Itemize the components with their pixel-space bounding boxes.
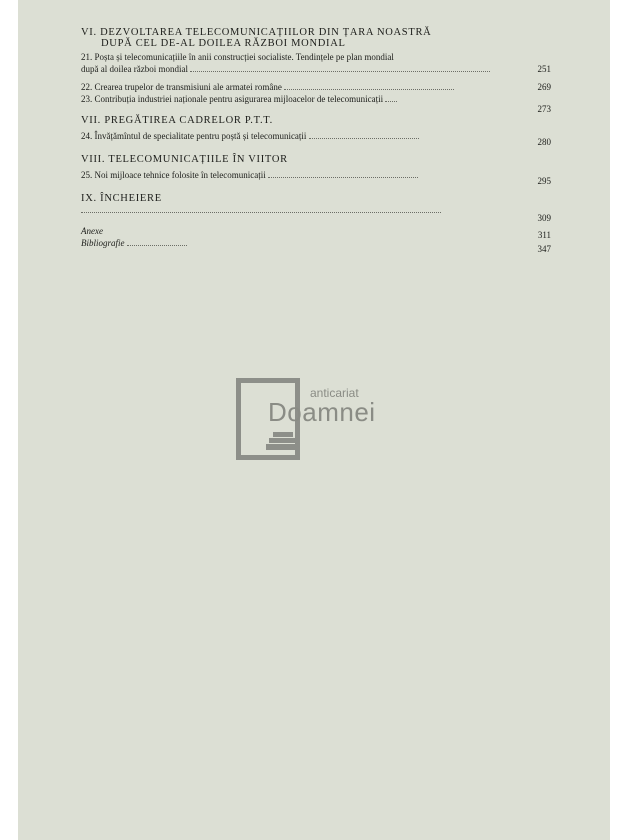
chapter-heading-line1: VI. DEZVOLTAREA TELECOMUNICAȚIILOR DIN ȚARA NOASTRĂ — [81, 27, 432, 38]
dot-leader — [190, 63, 490, 72]
entry-text: 22. Crearea trupelor de transmisiuni ale armatei române — [81, 82, 282, 92]
dot-leader — [81, 204, 441, 213]
entry-text: 23. Contribuția industriei naționale pentru asigurarea mijloacelor de telecomunicații — [81, 94, 384, 104]
dot-leader — [284, 81, 454, 90]
chapter-heading-vi — [81, 27, 551, 49]
watermark-small-text: anticariat — [310, 386, 359, 400]
page-number: 280 — [537, 137, 551, 147]
toc-entry-23 — [81, 93, 551, 114]
watermark-brand-text: Doamnei — [268, 397, 376, 427]
entry-text: 21. Poșta și telecomunicațiile în anii construcției socialiste. Tendințele pe plan mondial — [81, 52, 394, 62]
entry-text: 24. Învățămîntul de specialitate pentru poștă și telecomunicații — [81, 131, 307, 141]
chapter-heading-viii — [81, 154, 551, 165]
entry-text: 25. Noi mijloace tehnice folosite în telecomunicații — [81, 170, 266, 180]
chapter-heading-line1: VII. PREGĂTIREA CADRELOR P.T.T. — [81, 115, 273, 126]
table-of-contents — [81, 27, 551, 254]
toc-entry-annexes — [81, 226, 551, 240]
toc-entry-25 — [81, 169, 551, 186]
page-number: 311 — [537, 230, 551, 240]
chapter-heading-ix — [81, 193, 551, 223]
entry-text-continued: după al doilea război mondial — [81, 64, 188, 74]
books-icon — [264, 430, 304, 452]
chapter-heading-line1: IX. ÎNCHEIERE — [81, 193, 162, 204]
toc-entry-22 — [81, 81, 551, 93]
entry-text: Anexe — [81, 226, 103, 236]
page-number: 273 — [537, 104, 551, 114]
page-number: 269 — [537, 82, 551, 92]
chapter-heading-vii — [81, 115, 551, 126]
toc-entry-21 — [81, 52, 551, 75]
dot-leader — [268, 169, 418, 178]
dot-leader — [385, 93, 397, 102]
toc-entry-bibliography — [81, 237, 551, 254]
chapter-heading-line1: VIII. TELECOMUNICAȚIILE ÎN VIITOR — [81, 154, 288, 165]
page-number: 251 — [537, 64, 551, 74]
page-number: 347 — [537, 244, 551, 254]
page-number: 309 — [537, 213, 551, 223]
chapter-heading-line2: DUPĂ CEL DE-AL DOILEA RĂZBOI MONDIAL — [101, 38, 346, 49]
entry-text: Bibliografie — [81, 238, 125, 248]
page-number: 295 — [537, 176, 551, 186]
dot-leader — [309, 130, 419, 139]
dot-leader — [127, 237, 187, 246]
toc-entry-24 — [81, 130, 551, 147]
